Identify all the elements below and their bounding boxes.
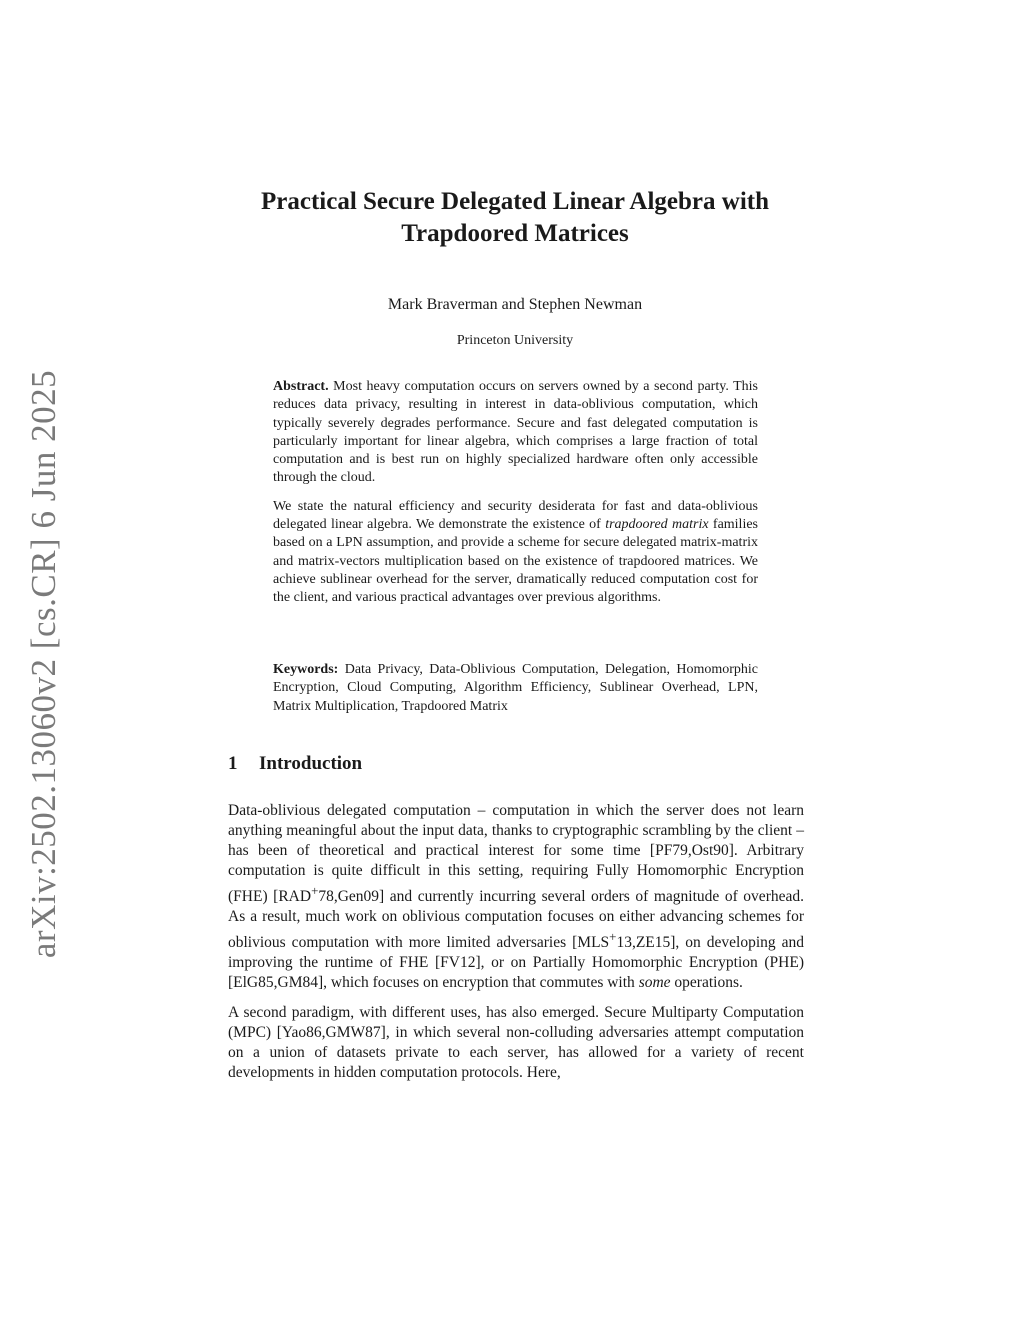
abstract-paragraph-1 bbox=[273, 378, 758, 488]
body-paragraph-1 bbox=[228, 801, 804, 993]
abstract-label: Abstract. bbox=[273, 379, 329, 394]
superscript-plus-2: + bbox=[609, 929, 617, 945]
body-emphasis: some bbox=[638, 974, 671, 992]
body-text-1b: 78,Gen09] and currently incurring several orders of magnitude of overhead. As a result, much work on oblivious computation focuses on either advancing schemes for oblivious computation with more limited adversaries [MLS bbox=[228, 888, 804, 952]
introduction-body bbox=[228, 801, 804, 1093]
abstract bbox=[273, 378, 758, 618]
body-text-1d: operations. bbox=[674, 974, 743, 992]
body-text-1c: 13,ZE15], on developing and improving the runtime of FHE [FV12], or on Partially Homomorphic Encryption (PHE) [ElG85,GM84], which focuses on encryption that commutes with bbox=[228, 934, 804, 992]
abstract-text-2a: We state the natural efficiency and security desiderata for fast and data-oblivious delegated linear algebra. We demonstrate the existence of bbox=[273, 498, 758, 533]
keywords bbox=[273, 661, 758, 716]
section-heading-introduction bbox=[228, 752, 362, 776]
abstract-emphasis: trapdoored matrix bbox=[605, 517, 709, 533]
body-text-1a: Data-oblivious delegated computation – computation in which the server does not learn anything meaningful about the input data, thanks to cryptographic scrambling by the client – has been of theoretical and practical interest for some time [PF79,Ost90]. Arbitrary computation is quite difficult in this setting, requiring Fully Homomorphic Encryption (FHE) [RAD bbox=[228, 802, 804, 906]
keywords-text: Data Privacy, Data-Oblivious Computation, Delegation, Homomorphic Encryption, Cloud Computing, Algorithm Efficiency, Sublinear Overhead, LPN, Matrix Multiplication, Trapdoored Matrix bbox=[273, 662, 759, 714]
body-paragraph-2: A second paradigm, with different uses, has also emerged. Secure Multiparty Computation (MPC) [Yao86,GMW87], in which several non-colluding adversaries attempt computation on a union of datasets private to each server, has allowed for a variety of recent developments in hidden computation protocols. Here, bbox=[228, 1004, 804, 1082]
abstract-text-2b: families based on a LPN assumption, and provide a scheme for secure delegated matrix-matrix and matrix-vectors multiplication based on the existence of trapdoored matrices. We achieve sublinear overhead for the server, dramatically reduced computation cost for the client, and various practical advantages over previous algorithms. bbox=[273, 517, 759, 606]
section-number: 1 bbox=[228, 753, 238, 774]
arxiv-identifier: arXiv:2502.13060v2 [cs.CR] 6 Jun 2025 bbox=[24, 369, 63, 959]
arxiv-sidebar bbox=[0, 0, 80, 1325]
abstract-text-1: Most heavy computation occurs on servers owned by a second party. This reduces data privacy, resulting in interest in data-oblivious computation, which typically severely degrades performance. Secure and fast delegated computation is particularly important for linear algebra, which comprises a large fraction of total computation and is best run on highly specialized hardware often only accessible through the cloud. bbox=[273, 379, 759, 486]
paper-authors: Mark Braverman and Stephen Newman bbox=[387, 296, 643, 313]
section-title: Introduction bbox=[259, 753, 363, 774]
abstract-paragraph-2 bbox=[273, 498, 758, 608]
paper-affiliation: Princeton University bbox=[456, 333, 574, 348]
paper-title: Practical Secure Delegated Linear Algebra with Trapdoored Matrices bbox=[261, 188, 769, 247]
keywords-label: Keywords: bbox=[273, 662, 339, 677]
superscript-plus-1: + bbox=[311, 883, 319, 898]
